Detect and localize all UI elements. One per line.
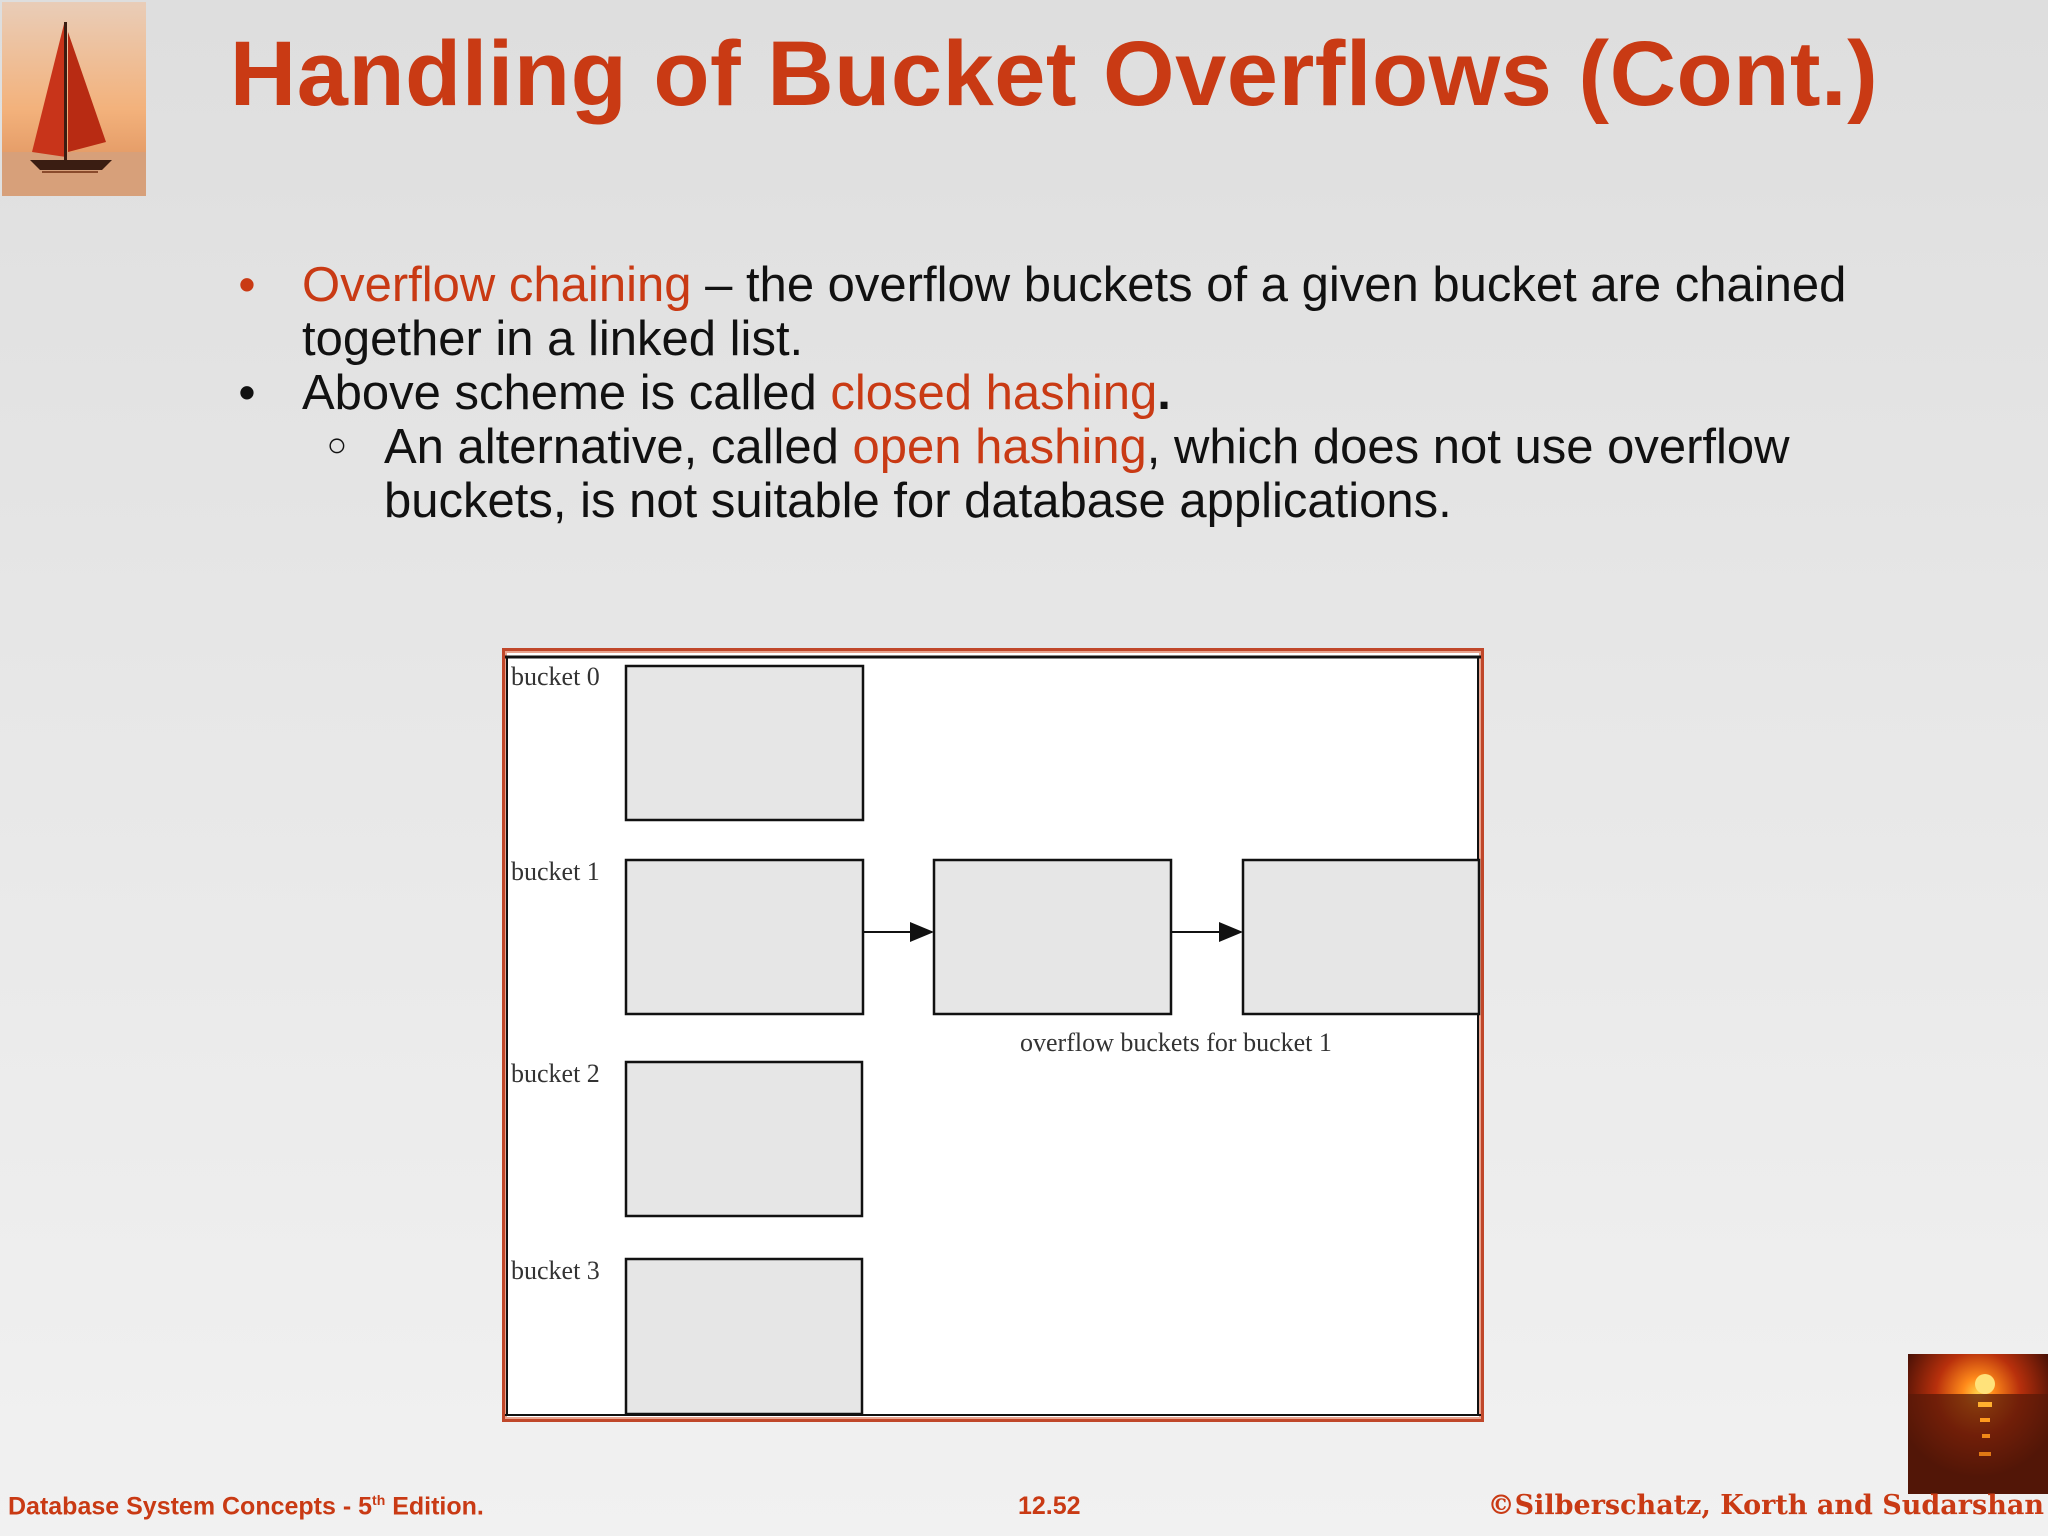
hollow-circle-bullet-icon: ○: [326, 426, 348, 464]
bullet-dot-icon: •: [238, 366, 256, 420]
footer-edition-text: Edition.: [385, 1492, 484, 1521]
footer-edition-sup: th: [372, 1492, 386, 1508]
bullet-item-closed-hashing: [232, 366, 1952, 420]
overflow-bucket-1-box: [934, 860, 1171, 1014]
sunset-image: [1908, 1354, 2048, 1494]
overflow-bucket-2-box: [1243, 860, 1479, 1014]
bullet-list: [232, 258, 1952, 528]
bucket-1-box: [626, 860, 863, 1014]
copyright: ©Silberschatz, Korth and Sudarshan: [1487, 1490, 2044, 1521]
sub-bullet-text: , which does not use overflow: [1146, 420, 1790, 474]
bucket-0-label: bucket 0: [511, 662, 600, 691]
bucket-3-label: bucket 3: [511, 1256, 600, 1285]
bucket-2-box: [626, 1062, 862, 1216]
bucket-2-label: bucket 2: [511, 1059, 600, 1088]
term-open-hashing: open hashing: [852, 420, 1147, 474]
bullet-text: – the overflow buckets of a given bucket are chained: [691, 258, 1847, 312]
footer-book-title: [8, 1492, 484, 1521]
overflow-caption: overflow buckets for bucket 1: [1020, 1028, 1332, 1057]
page-number: 12.52: [1018, 1492, 1081, 1520]
bullet-text: Above scheme is called: [302, 366, 831, 420]
term-overflow-chaining: Overflow chaining: [302, 258, 692, 312]
footer-book-text: Database System Concepts - 5: [8, 1492, 373, 1521]
term-closed-hashing: closed hashing: [830, 366, 1158, 420]
bucket-1-label: bucket 1: [511, 857, 600, 886]
sub-bullet-open-hashing: [232, 420, 1952, 528]
bullet-period: .: [1157, 366, 1171, 420]
bullet-dot-icon: •: [238, 258, 256, 312]
bullet-text-continued: together in a linked list.: [302, 312, 804, 366]
slide-title: Handling of Bucket Overflows (Cont.): [229, 23, 1879, 125]
bullet-item-overflow-chaining: [232, 258, 1952, 366]
sub-bullet-text: An alternative, called: [384, 420, 853, 474]
bucket-3-box: [626, 1259, 862, 1414]
sub-bullet-text-continued: buckets, is not suitable for database applications.: [384, 474, 1452, 528]
overflow-chaining-diagram: [502, 648, 1484, 1422]
bucket-0-box: [626, 666, 863, 820]
